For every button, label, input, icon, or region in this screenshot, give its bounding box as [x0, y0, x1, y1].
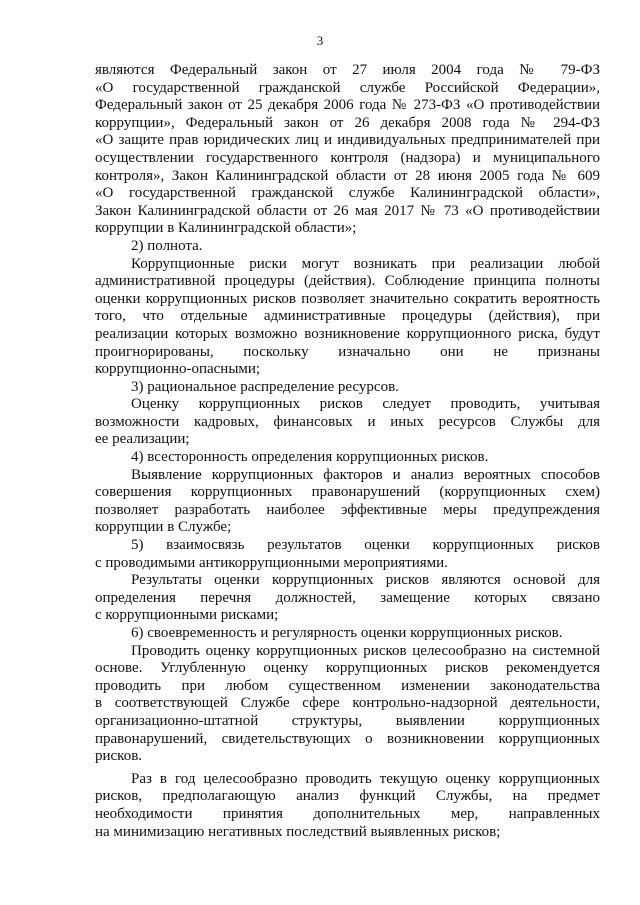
- text-line: Выявление коррупционных факторов и анализ вероятных способов: [131, 466, 600, 483]
- text-line: контроля», Закон Калининградской области от 28 июня 2005 года № 609: [95, 167, 600, 184]
- text-line: Федеральный закон от 25 декабря 2006 года № 273-ФЗ «О противодействии: [95, 97, 600, 114]
- text-line: коррупции в Службе;: [95, 519, 232, 536]
- text-line: правонарушений, свидетельствующих о возникновении коррупционных: [95, 730, 600, 747]
- text-line: с проводимыми антикоррупционными мероприятиями.: [95, 554, 448, 571]
- text-line: проводить при любом существенном изменении законодательства: [95, 677, 600, 694]
- text-line: определения перечня должностей, замещение которых связано: [95, 589, 600, 606]
- text-line: Оценку коррупционных рисков следует проводить, учитывая: [131, 396, 600, 413]
- text-line: «О государственной гражданской службе Калининградской области»,: [95, 185, 600, 202]
- text-line: ее реализации;: [95, 431, 190, 448]
- page-number: 3: [316, 33, 324, 48]
- text-line: 6) своевременность и регулярность оценки коррупционных рисков.: [131, 625, 563, 641]
- text-line: «О государственной гражданской службе Российской Федерации»,: [95, 79, 600, 96]
- text-line: оценки коррупционных рисков позволяет значительно сократить вероятность: [95, 290, 600, 307]
- text-line: коррупционно-опасными;: [95, 361, 261, 378]
- text-line: Коррупционные риски могут возникать при реализации любой: [131, 255, 600, 272]
- text-line: Проводить оценку коррупционных рисков целесообразно на системной: [131, 642, 600, 659]
- text-line: Раз в год целесообразно проводить текущую оценку коррупционных: [131, 770, 600, 787]
- text-line: возможности кадровых, финансовых и иных ресурсов Службы для: [95, 413, 600, 430]
- text-line: являются Федеральный закон от 27 июля 2004 года № 79-ФЗ: [95, 62, 600, 78]
- text-line: совершения коррупционных правонарушений (коррупционных схем): [95, 484, 600, 501]
- text-line: Результаты оценки коррупционных рисков являются основой для: [131, 572, 600, 589]
- text-line: административной процедуры (действия). Соблюдение принципа полноты: [95, 273, 600, 290]
- text-line: в соответствующей Службе сфере контрольно-надзорной деятельности,: [95, 695, 600, 712]
- text-line: Закон Калининградской области от 26 мая 2017 № 73 «О противодействии: [95, 202, 600, 219]
- text-line: коррупции в Калининградской области»;: [95, 220, 357, 237]
- text-line: реализации которых возможно возникновение коррупционного риска, будут: [95, 325, 600, 342]
- text-line: 3) рациональное распределение ресурсов.: [131, 378, 399, 395]
- text-line: рисков.: [95, 748, 143, 765]
- text-line: с коррупционными рисками;: [95, 607, 279, 624]
- text-line: организационно-штатной структуры, выявлении коррупционных: [95, 712, 600, 729]
- text-line: 2) полнота.: [131, 237, 203, 254]
- text-line: основе. Углубленную оценку коррупционных рисков рекомендуется: [95, 660, 600, 677]
- text-line: позволяет разработать наиболее эффективные меры предупреждения: [95, 501, 600, 518]
- text-line: осуществлении государственного контроля (надзора) и муниципального: [95, 149, 600, 166]
- text-line: того, что отдельные административные процедуры (действия), при: [95, 308, 600, 325]
- text-line: на минимизацию негативных последствий выявленных рисков;: [95, 823, 501, 840]
- document-body: [95, 62, 600, 841]
- text-line: коррупции», Федеральный закон от 26 декабря 2008 года № 294-ФЗ: [95, 114, 600, 131]
- text-line: рисков, предполагающую анализ функций Службы, на предмет: [95, 788, 600, 805]
- text-line: «О защите прав юридических лиц и индивидуальных предпринимателей при: [95, 132, 600, 149]
- text-line: 4) всесторонность определения коррупционных рисков.: [131, 449, 489, 466]
- text-line: 5) взаимосвязь результатов оценки коррупционных рисков: [131, 537, 600, 554]
- text-line: необходимости принятия дополнительных мер, направленных: [95, 805, 600, 822]
- text-line: проигнорированы, поскольку изначально они не признаны: [95, 343, 600, 360]
